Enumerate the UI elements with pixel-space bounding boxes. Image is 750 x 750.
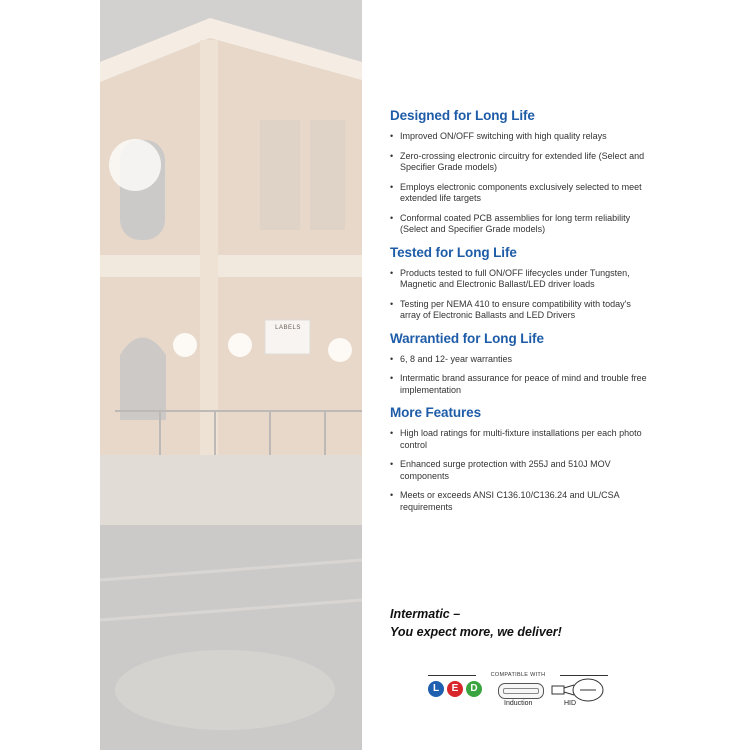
bullet-item: • Conformal coated PCB assemblies for long term reliability (Select and Specifier Grade models)	[390, 213, 650, 236]
building-photo	[100, 0, 362, 750]
section-warrantied	[390, 331, 650, 397]
bullet-list	[390, 131, 650, 236]
bullet-list	[390, 354, 650, 397]
tagline	[390, 605, 650, 641]
bullet-item: • Intermatic brand assurance for peace of mind and trouble free implementation	[390, 373, 650, 396]
photo-sign-text: LABELS	[275, 325, 301, 331]
bullet-item: • Improved ON/OFF switching with high quality relays	[390, 131, 650, 143]
bullet-list	[390, 268, 650, 322]
tagline-brand: Intermatic –	[390, 607, 461, 621]
bullet-item: • Employs electronic components exclusively selected to meet extended life targets	[390, 182, 650, 205]
section-heading: Warrantied for Long Life	[390, 330, 544, 346]
section-heading: Designed for Long Life	[390, 108, 535, 123]
bullet-item: • Testing per NEMA 410 to ensure compatibility with today's array of Electronic Ballasts and LED Drivers	[390, 299, 650, 322]
bullet-item: • Products tested to full ON/OFF lifecycles under Tungsten, Magnetic and Electronic Ballast/LED driver loads	[390, 268, 650, 291]
section-more-features	[390, 405, 650, 513]
led-letter-d-icon: D	[466, 681, 482, 697]
section-designed	[390, 108, 650, 236]
bullet-item: • Meets or exceeds ANSI C136.10/C136.24 and UL/CSA requirements	[390, 490, 650, 513]
tagline-slogan: You expect more, we deliver!	[390, 625, 562, 639]
photo-fade-overlay	[100, 0, 362, 750]
hid-label: HID	[564, 700, 577, 707]
section-tested	[390, 245, 650, 322]
led-letter-e-icon: E	[447, 681, 463, 697]
induction-label: Induction	[504, 700, 533, 707]
section-heading: Tested for Long Life	[390, 244, 517, 260]
hid-lamp-icon	[548, 676, 606, 704]
bullet-list	[390, 428, 650, 513]
divider	[428, 675, 476, 676]
section-heading: More Features	[390, 405, 481, 420]
bullet-item: • Zero-crossing electronic circuitry for extended life (Select and Specifier Grade models)	[390, 151, 650, 174]
led-letter-l-icon: L	[428, 681, 444, 697]
bullet-item: • High load ratings for multi-fixture installations per each photo control	[390, 428, 650, 451]
features-column	[390, 108, 650, 522]
bullet-item: • 6, 8 and 12- year warranties	[390, 354, 650, 366]
compatible-with-label: COMPATIBLE WITH	[490, 672, 546, 678]
induction-lamp-icon	[498, 683, 544, 699]
compatibility-badge	[428, 672, 608, 722]
bullet-item: • Enhanced surge protection with 255J and 510J MOV components	[390, 459, 650, 482]
